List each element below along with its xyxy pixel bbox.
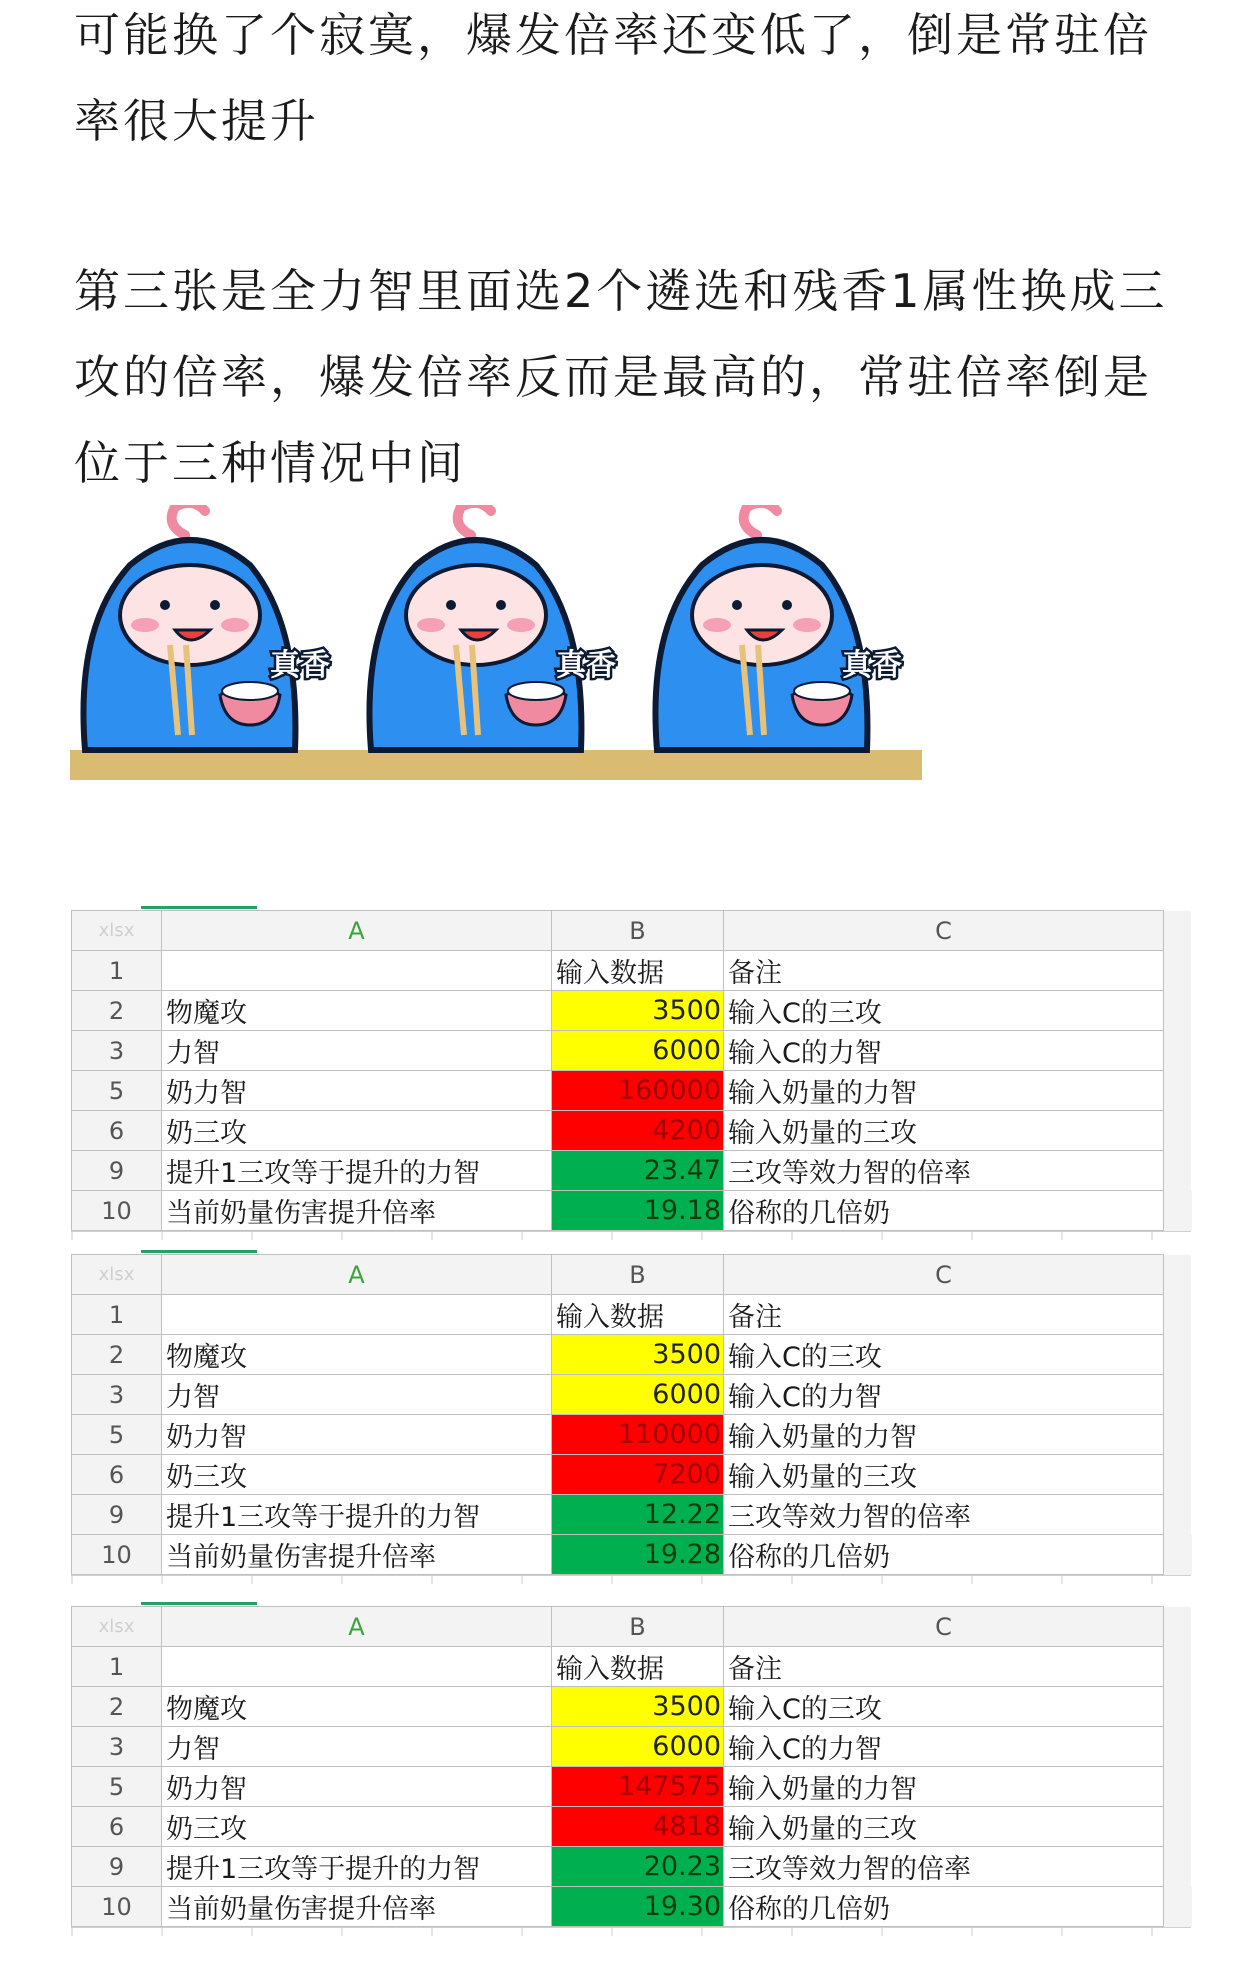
row-edge: [1164, 1647, 1192, 1687]
column-header-b[interactable]: B: [552, 1607, 724, 1647]
row-number[interactable]: 6: [72, 1111, 162, 1151]
row-number[interactable]: 9: [72, 1847, 162, 1887]
cell-b-value[interactable]: 4818: [552, 1807, 724, 1847]
row-edge: [1164, 1887, 1192, 1927]
row-number[interactable]: 1: [72, 1295, 162, 1335]
spreadsheet-2: [71, 1254, 1193, 1584]
row-number[interactable]: 2: [72, 1687, 162, 1727]
column-header-c[interactable]: C: [724, 1607, 1164, 1647]
cell-a-label[interactable]: 奶三攻: [162, 1455, 552, 1495]
row-edge: [1164, 1191, 1192, 1231]
cell-c-note[interactable]: 输入C的三攻: [724, 1687, 1164, 1727]
row-number[interactable]: 5: [72, 1071, 162, 1111]
corner-cell[interactable]: xlsx: [72, 911, 162, 951]
column-header-c[interactable]: C: [724, 1255, 1164, 1295]
cell-a[interactable]: [162, 1647, 552, 1687]
row-edge: [1164, 1495, 1192, 1535]
table-row: [72, 1495, 1192, 1535]
next-row-peek: [71, 1927, 1191, 1936]
cell-b-value[interactable]: 110000: [552, 1415, 724, 1455]
row-edge: [1164, 951, 1192, 991]
cell-a-label[interactable]: 奶力智: [162, 1767, 552, 1807]
row-edge: [1164, 1111, 1192, 1151]
cell-a-label[interactable]: 奶力智: [162, 1071, 552, 1111]
cell-a-label[interactable]: 提升1三攻等于提升的力智: [162, 1847, 552, 1887]
cell-b-value[interactable]: 20.23: [552, 1847, 724, 1887]
cell-a-label[interactable]: 物魔攻: [162, 1687, 552, 1727]
row-edge: [1164, 1335, 1192, 1375]
cell-b-value[interactable]: 12.22: [552, 1495, 724, 1535]
cell-a-label[interactable]: 当前奶量伤害提升倍率: [162, 1887, 552, 1927]
row-edge: [1164, 1031, 1192, 1071]
cell-a-label[interactable]: 奶三攻: [162, 1111, 552, 1151]
row-edge: [1164, 1071, 1192, 1111]
table-row: [72, 1031, 1192, 1071]
table-row: [72, 1415, 1192, 1455]
column-header-a[interactable]: A: [162, 1255, 552, 1295]
cell-c-note[interactable]: 输入奶量的三攻: [724, 1455, 1164, 1495]
cell-c-note[interactable]: 俗称的几倍奶: [724, 1535, 1164, 1575]
spreadsheet-3: [71, 1606, 1193, 1936]
cell-b-value[interactable]: 147575: [552, 1767, 724, 1807]
table-row: [72, 1847, 1192, 1887]
column-header-b[interactable]: B: [552, 911, 724, 951]
cell-c-note[interactable]: 俗称的几倍奶: [724, 1191, 1164, 1231]
cell-c-note[interactable]: 输入C的三攻: [724, 1335, 1164, 1375]
row-number[interactable]: 1: [72, 951, 162, 991]
table-row: [72, 1111, 1192, 1151]
row-number[interactable]: 1: [72, 1647, 162, 1687]
cell-b-value[interactable]: 19.18: [552, 1191, 724, 1231]
active-tab-indicator: [141, 1250, 257, 1253]
column-header-c[interactable]: C: [724, 911, 1164, 951]
cell-a[interactable]: [162, 951, 552, 991]
table-row: [72, 1807, 1192, 1847]
spreadsheet-1: [71, 910, 1193, 1240]
row-edge: [1164, 1375, 1192, 1415]
cell-b-value[interactable]: 160000: [552, 1071, 724, 1111]
row-number[interactable]: 10: [72, 1191, 162, 1231]
header-edge: [1164, 911, 1192, 951]
active-tab-indicator: [141, 906, 257, 909]
column-header-b[interactable]: B: [552, 1255, 724, 1295]
row-edge: [1164, 1687, 1192, 1727]
cell-c-header[interactable]: 备注: [724, 1295, 1164, 1335]
cell-b-header[interactable]: 输入数据: [552, 1295, 724, 1335]
table-row: [72, 991, 1192, 1031]
cell-b-value[interactable]: 6000: [552, 1727, 724, 1767]
paragraph-2: 第三张是全力智里面选2个遴选和残香1属性换成三攻的倍率，爆发倍率反而是最高的，常驻倍率倒是位于三种情况中间: [74, 264, 1168, 490]
cell-b-value[interactable]: 23.47: [552, 1151, 724, 1191]
cell-c-header[interactable]: 备注: [724, 1647, 1164, 1687]
table-row: [72, 1071, 1192, 1111]
row-number[interactable]: 5: [72, 1415, 162, 1455]
table-row: [72, 1375, 1192, 1415]
zhenxiang-sticker: [70, 505, 922, 785]
row-number[interactable]: 3: [72, 1031, 162, 1071]
cell-b-value[interactable]: 19.30: [552, 1887, 724, 1927]
row-number[interactable]: 2: [72, 1335, 162, 1375]
cell-b-value[interactable]: 6000: [552, 1031, 724, 1071]
cell-c-note[interactable]: 输入奶量的三攻: [724, 1807, 1164, 1847]
table-row: [72, 1887, 1192, 1927]
row-edge: [1164, 1295, 1192, 1335]
row-number[interactable]: 9: [72, 1495, 162, 1535]
row-number[interactable]: 6: [72, 1455, 162, 1495]
cell-a-label[interactable]: 奶三攻: [162, 1807, 552, 1847]
row-number[interactable]: 6: [72, 1807, 162, 1847]
row-number[interactable]: 10: [72, 1535, 162, 1575]
cell-a-label[interactable]: 提升1三攻等于提升的力智: [162, 1151, 552, 1191]
cell-a-label[interactable]: 当前奶量伤害提升倍率: [162, 1535, 552, 1575]
cell-a-label[interactable]: 力智: [162, 1031, 552, 1071]
cell-a-label[interactable]: 提升1三攻等于提升的力智: [162, 1495, 552, 1535]
cell-a-label[interactable]: 力智: [162, 1375, 552, 1415]
row-number[interactable]: 10: [72, 1887, 162, 1927]
cell-a-label[interactable]: 当前奶量伤害提升倍率: [162, 1191, 552, 1231]
cell-a-label[interactable]: 奶力智: [162, 1415, 552, 1455]
cell-c-header[interactable]: 备注: [724, 951, 1164, 991]
cell-b-header[interactable]: 输入数据: [552, 951, 724, 991]
table-row: [72, 1727, 1192, 1767]
row-edge: [1164, 1807, 1192, 1847]
cell-c-note[interactable]: 三攻等效力智的倍率: [724, 1847, 1164, 1887]
row-edge: [1164, 1151, 1192, 1191]
cell-c-note[interactable]: 三攻等效力智的倍率: [724, 1495, 1164, 1535]
cell-c-note[interactable]: 俗称的几倍奶: [724, 1887, 1164, 1927]
table-row: [72, 1151, 1192, 1191]
table-row: [72, 1687, 1192, 1727]
cell-c-note[interactable]: 输入奶量的力智: [724, 1767, 1164, 1807]
row-edge: [1164, 1727, 1192, 1767]
cell-a-label[interactable]: 物魔攻: [162, 1335, 552, 1375]
cell-b-value[interactable]: 3500: [552, 1687, 724, 1727]
cell-c-note[interactable]: 输入C的力智: [724, 1375, 1164, 1415]
cell-c-note[interactable]: 输入C的三攻: [724, 991, 1164, 1031]
cell-c-note[interactable]: 输入奶量的力智: [724, 1415, 1164, 1455]
paragraph-1: 可能换了个寂寞，爆发倍率还变低了，倒是常驻倍率很大提升: [74, 8, 1152, 148]
cell-c-note[interactable]: 三攻等效力智的倍率: [724, 1151, 1164, 1191]
table-row: [72, 1767, 1192, 1807]
next-row-peek: [71, 1575, 1191, 1584]
row-number[interactable]: 3: [72, 1727, 162, 1767]
cell-a[interactable]: [162, 1295, 552, 1335]
table-row: [72, 1535, 1192, 1575]
cell-c-note[interactable]: 输入奶量的力智: [724, 1071, 1164, 1111]
cell-c-note[interactable]: 输入C的力智: [724, 1031, 1164, 1071]
table-row: [72, 1191, 1192, 1231]
row-edge: [1164, 1455, 1192, 1495]
cell-b-value[interactable]: 19.28: [552, 1535, 724, 1575]
cell-b-header[interactable]: 输入数据: [552, 1647, 724, 1687]
row-edge: [1164, 1415, 1192, 1455]
row-edge: [1164, 1535, 1192, 1575]
corner-cell[interactable]: xlsx: [72, 1255, 162, 1295]
column-header-a[interactable]: A: [162, 1607, 552, 1647]
cell-c-note[interactable]: 输入奶量的三攻: [724, 1111, 1164, 1151]
row-number[interactable]: 5: [72, 1767, 162, 1807]
cell-b-value[interactable]: 6000: [552, 1375, 724, 1415]
svg-text:真香: 真香: [270, 648, 330, 683]
row-edge: [1164, 1847, 1192, 1887]
cell-a-label[interactable]: 物魔攻: [162, 991, 552, 1031]
cell-b-value[interactable]: 7200: [552, 1455, 724, 1495]
header-edge: [1164, 1607, 1192, 1647]
active-tab-indicator: [141, 1602, 257, 1605]
row-number[interactable]: 2: [72, 991, 162, 1031]
row-edge: [1164, 1767, 1192, 1807]
cell-b-value[interactable]: 3500: [552, 1335, 724, 1375]
cell-b-value[interactable]: 3500: [552, 991, 724, 1031]
cell-b-value[interactable]: 4200: [552, 1111, 724, 1151]
row-number[interactable]: 9: [72, 1151, 162, 1191]
row-edge: [1164, 991, 1192, 1031]
column-header-a[interactable]: A: [162, 911, 552, 951]
next-row-peek: [71, 1231, 1191, 1240]
corner-cell[interactable]: xlsx: [72, 1607, 162, 1647]
table-row: [72, 1335, 1192, 1375]
cell-a-label[interactable]: 力智: [162, 1727, 552, 1767]
row-number[interactable]: 3: [72, 1375, 162, 1415]
cell-c-note[interactable]: 输入C的力智: [724, 1727, 1164, 1767]
table-row: [72, 1455, 1192, 1495]
header-edge: [1164, 1255, 1192, 1295]
sticker-character: [83, 505, 330, 750]
